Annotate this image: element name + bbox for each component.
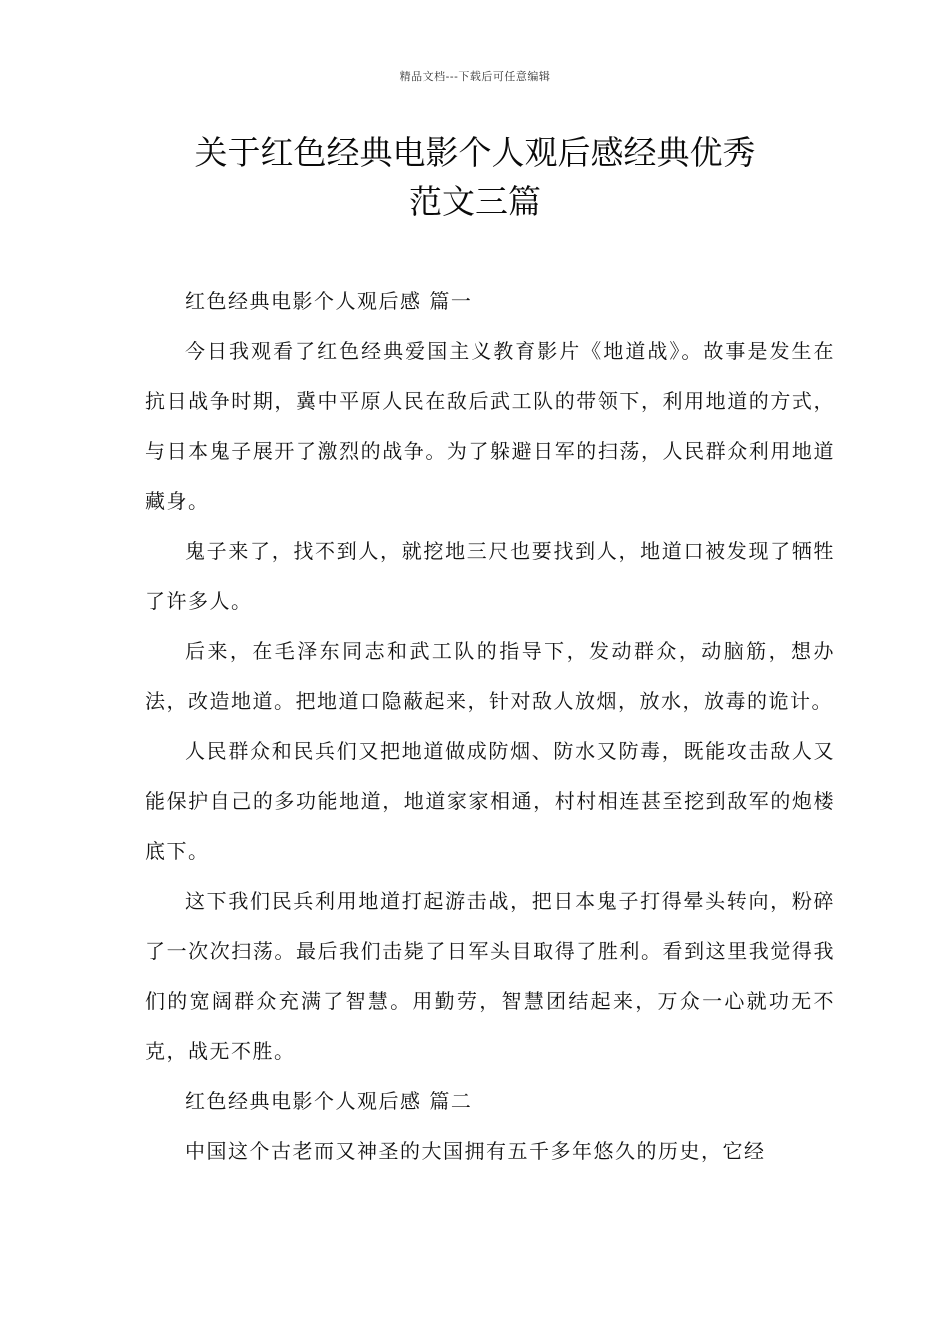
paragraph: 这下我们民兵利用地道打起游击战，把日本鬼子打得晕头转向，粉碎了一次次扫荡。最后我们击毙了日军头目取得了胜利。看到这里我觉得我们的宽阔群众充满了智慧。用勤劳，智慧团结起来，万众一心就功无不克，战无不胜。	[145, 889, 835, 1063]
paragraph: 后来，在毛泽东同志和武工队的指导下，发动群众，动脑筋，想办法，改造地道。把地道口隐蔽起来，针对敌人放烟，放水，放毒的诡计。	[145, 639, 835, 713]
header-note: 精品文档---下载后可任意编辑	[399, 70, 551, 83]
section-heading-2: 红色经典电影个人观后感 篇二	[185, 1089, 473, 1113]
paragraph: 鬼子来了，找不到人，就挖地三尺也要找到人，地道口被发现了牺牲了许多人。	[145, 539, 835, 613]
paragraph: 人民群众和民兵们又把地道做成防烟、防水又防毒，既能攻击敌人又能保护自己的多功能地道，地道家家相通，村村相连甚至挖到敌军的炮楼底下。	[145, 739, 835, 863]
section-heading-1: 红色经典电影个人观后感 篇一	[185, 289, 473, 313]
document-body	[145, 276, 835, 1176]
title-line-1: 关于红色经典电影个人观后感经典优秀	[194, 133, 756, 172]
paragraph: 今日我观看了红色经典爱国主义教育影片《地道战》。故事是发生在抗日战争时期，冀中平原人民在敌后武工队的带领下，利用地道的方式，与日本鬼子展开了激烈的战争。为了躲避日军的扫荡，人民群众利用地道藏身。	[145, 339, 835, 513]
paragraph: 中国这个古老而又神圣的大国拥有五千多年悠久的历史，它经	[185, 1139, 766, 1163]
document-title	[120, 128, 830, 226]
title-line-2: 范文三篇	[409, 182, 541, 221]
